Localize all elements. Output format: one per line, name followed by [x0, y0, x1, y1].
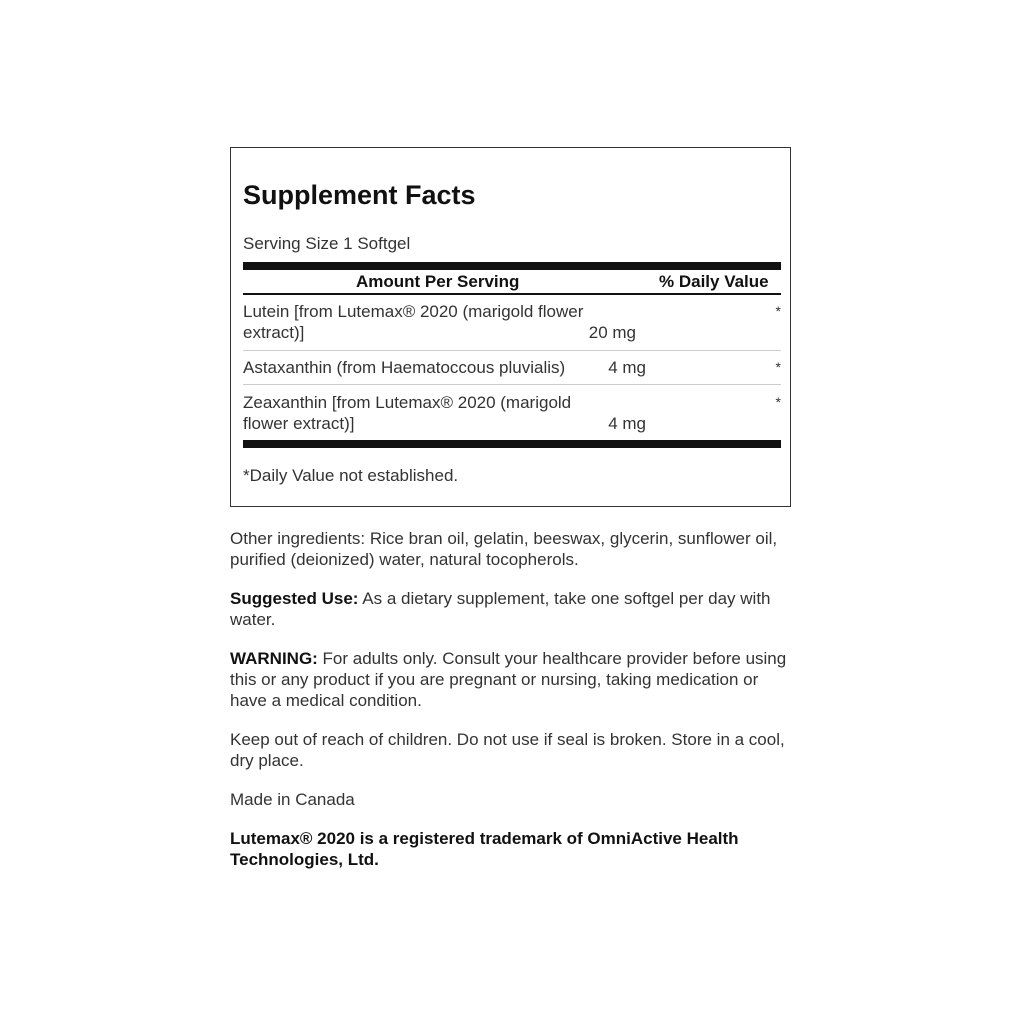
ingredient-name: Lutein [from Lutemax® 2020 (marigold flower extract)] — [243, 302, 584, 342]
storage-instructions: Keep out of reach of children. Do not use if seal is broken. Store in a cool, dry place. — [230, 730, 785, 770]
serving-size: Serving Size 1 Softgel — [243, 234, 411, 253]
ingredient-name: Astaxanthin (from Haematoccous pluvialis) — [243, 358, 566, 377]
country-of-origin: Made in Canada — [230, 790, 355, 809]
suggested-use — [230, 588, 790, 630]
warning-text: For adults only. Consult your healthcare provider before using this or any product if you are pregnant or nursing, taking medication or have a medical condition. — [230, 649, 787, 710]
ingredient-dv: * — [775, 359, 781, 375]
header-divider — [243, 293, 781, 295]
row-divider — [243, 384, 781, 385]
trademark-notice: Lutemax® 2020 is a registered trademark of OmniActive Health Technologies, Ltd. — [230, 829, 739, 869]
ingredient-row — [243, 301, 781, 349]
ingredient-name: Zeaxanthin [from Lutemax® 2020 (marigold flower extract)] — [243, 393, 572, 433]
daily-value-footnote: *Daily Value not established. — [243, 466, 459, 485]
warning-label: WARNING: — [230, 649, 318, 668]
top-divider — [243, 262, 781, 270]
ingredient-amount: 4 mg — [608, 414, 646, 433]
other-ingredients: Other ingredients: Rice bran oil, gelatin, beeswax, glycerin, sunflower oil, purified (deionized) water, natural tocopherols. — [230, 529, 778, 569]
row-divider — [243, 350, 781, 351]
bottom-divider — [243, 440, 781, 448]
ingredient-amount: 20 mg — [588, 323, 636, 342]
supplement-facts-panel — [230, 147, 791, 507]
facts-title: Supplement Facts — [243, 180, 476, 210]
suggested-use-text: As a dietary supplement, take one softgel per day with water. — [230, 589, 771, 629]
amount-per-serving-header: Amount Per Serving — [356, 272, 520, 291]
ingredient-dv: * — [775, 394, 781, 410]
suggested-use-label: Suggested Use: — [230, 589, 359, 608]
warning — [230, 648, 790, 711]
daily-value-header: % Daily Value — [659, 272, 769, 291]
ingredient-row — [243, 392, 781, 440]
ingredient-amount: 4 mg — [608, 358, 646, 377]
ingredient-dv: * — [775, 303, 781, 319]
ingredient-row — [243, 357, 781, 385]
